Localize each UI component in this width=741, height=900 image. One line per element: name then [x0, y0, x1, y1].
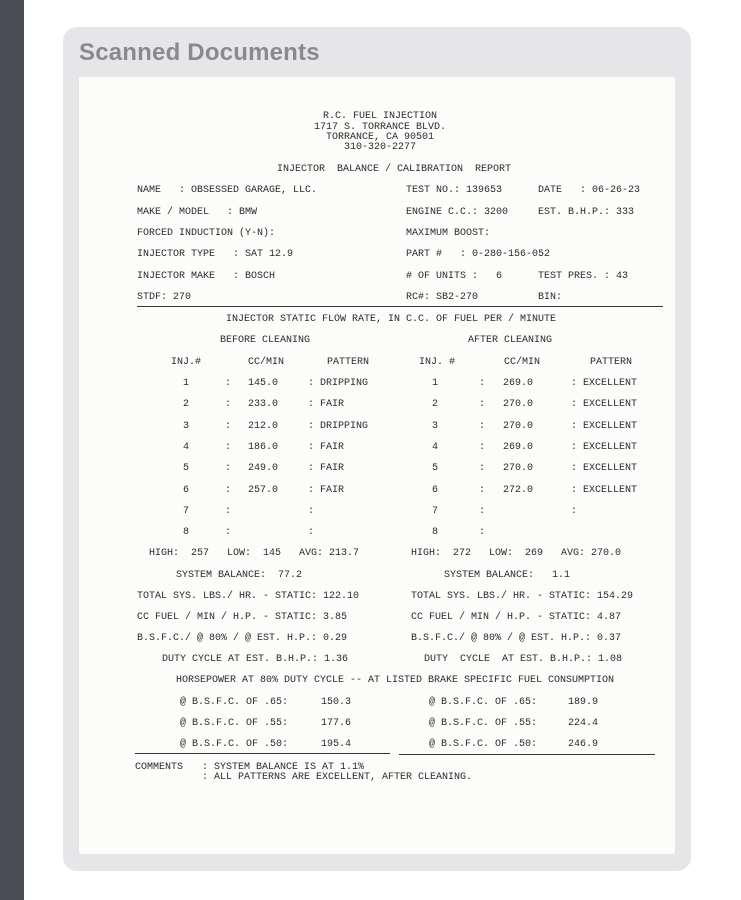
before-row-sep: : — [225, 485, 232, 496]
after-hp-value: 246.9 — [568, 739, 599, 750]
after-hp-label: @ B.S.F.C. OF .65: — [429, 697, 538, 708]
before-col-inj: INJ.# — [171, 357, 202, 368]
before-col-cc: CC/MIN — [248, 357, 285, 368]
report-title: INJECTOR BALANCE / CALIBRATION REPORT — [276, 164, 512, 175]
after-row-pattern: : EXCELLENT — [571, 421, 638, 432]
after-col-pattern: PATTERN — [590, 357, 633, 368]
before-row-inj: 6 — [183, 485, 190, 496]
after-row-inj: 6 — [432, 485, 439, 496]
before-row-inj: 1 — [183, 378, 190, 389]
before-row-sep: : — [225, 378, 232, 389]
company-street: 1717 S. TORRANCE BLVD. — [313, 122, 447, 133]
info-part-number: PART # : 0-280-156-052 — [406, 249, 551, 260]
after-row-sep: : — [479, 378, 486, 389]
after-row-pattern: : EXCELLENT — [571, 378, 638, 389]
scanned-documents-card — [63, 27, 691, 871]
before-duty-cycle: DUTY CYCLE AT EST. B.H.P.: 1.36 — [162, 654, 349, 665]
before-row-inj: 2 — [183, 399, 190, 410]
before-row-pattern: : FAIR — [308, 463, 345, 474]
before-cc-fuel: CC FUEL / MIN / H.P. - STATIC: 3.85 — [137, 612, 348, 623]
after-row-inj: 5 — [432, 463, 439, 474]
after-row-pattern: : EXCELLENT — [571, 485, 638, 496]
info-date: DATE : 06-26-23 — [538, 185, 641, 196]
after-row-inj: 4 — [432, 442, 439, 453]
before-row-sep: : — [225, 421, 232, 432]
header-divider — [137, 306, 663, 307]
after-duty-cycle: DUTY CYCLE AT EST. B.H.P.: 1.08 — [424, 654, 623, 665]
before-row-pattern: : FAIR — [308, 485, 345, 496]
after-row-sep: : — [479, 506, 486, 517]
after-row-pattern: : — [571, 506, 578, 517]
after-row-sep: : — [479, 485, 486, 496]
before-row-pattern: : FAIR — [308, 442, 345, 453]
before-hp-label: @ B.S.F.C. OF .65: — [180, 697, 289, 708]
after-row-inj: 2 — [432, 399, 439, 410]
info-name: NAME : OBSESSED GARAGE, LLC. — [137, 185, 318, 196]
info-bin: BIN: — [538, 292, 563, 303]
before-row-sep: : — [225, 527, 232, 538]
info-forced-induction: FORCED INDUCTION (Y-N): — [137, 228, 276, 239]
before-row-cc: 233.0 — [248, 399, 279, 410]
after-hp-label: @ B.S.F.C. OF .55: — [429, 718, 538, 729]
before-row-pattern: : FAIR — [308, 399, 345, 410]
info-max-boost: MAXIMUM BOOST: — [406, 228, 491, 239]
before-hp-underline — [135, 753, 390, 754]
after-row-sep: : — [479, 421, 486, 432]
after-row-inj: 3 — [432, 421, 439, 432]
info-test-no: TEST NO.: 139653 — [406, 185, 503, 196]
after-row-cc: 269.0 — [503, 442, 534, 453]
after-stats: HIGH: 272 LOW: 269 AVG: 270.0 — [411, 548, 622, 559]
info-engine-cc: ENGINE C.C.: 3200 — [406, 207, 509, 218]
company-phone: 310-320-2277 — [343, 142, 417, 153]
before-row-inj: 4 — [183, 442, 190, 453]
before-col-pattern: PATTERN — [327, 357, 370, 368]
before-hp-value: 195.4 — [321, 739, 352, 750]
after-row-pattern: : EXCELLENT — [571, 399, 638, 410]
after-row-pattern: : EXCELLENT — [571, 442, 638, 453]
before-row-sep: : — [225, 399, 232, 410]
after-row-sep: : — [479, 527, 486, 538]
scanned-document-page[interactable] — [79, 77, 675, 854]
after-row-sep: : — [479, 442, 486, 453]
left-sidebar-strip — [0, 0, 24, 900]
before-row-cc: 212.0 — [248, 421, 279, 432]
info-stdf: STDF: 270 — [137, 292, 192, 303]
after-row-sep: : — [479, 399, 486, 410]
before-bsfc: B.S.F.C./ @ 80% / @ EST. H.P.: 0.29 — [137, 633, 348, 644]
before-row-pattern: : — [308, 506, 315, 517]
comments-label: COMMENTS — [135, 762, 184, 773]
info-make-model: MAKE / MODEL : BMW — [137, 207, 258, 218]
before-row-pattern: : DRIPPING — [308, 421, 369, 432]
after-row-cc: 272.0 — [503, 485, 534, 496]
after-row-inj: 1 — [432, 378, 439, 389]
info-test-pressure: TEST PRES. : 43 — [538, 271, 629, 282]
before-row-cc: 257.0 — [248, 485, 279, 496]
before-row-pattern: : — [308, 527, 315, 538]
after-row-inj: 7 — [432, 506, 439, 517]
comment-line-2: : ALL PATTERNS ARE EXCELLENT, AFTER CLEANING. — [202, 772, 473, 783]
after-hp-value: 189.9 — [568, 697, 599, 708]
before-stats: HIGH: 257 LOW: 145 AVG: 213.7 — [149, 548, 360, 559]
after-bsfc: B.S.F.C./ @ 80% / @ EST. H.P.: 0.37 — [411, 633, 622, 644]
after-col-cc: CC/MIN — [504, 357, 541, 368]
after-row-cc: 270.0 — [503, 421, 534, 432]
horsepower-title: HORSEPOWER AT 80% DUTY CYCLE -- AT LISTED BRAKE SPECIFIC FUEL CONSUMPTION — [175, 675, 615, 686]
before-cleaning-title: BEFORE CLEANING — [219, 335, 311, 346]
flow-section-title: INJECTOR STATIC FLOW RATE, IN C.C. OF FUEL PER / MINUTE — [225, 314, 557, 325]
after-row-pattern: : EXCELLENT — [571, 463, 638, 474]
after-row-cc: 269.0 — [503, 378, 534, 389]
before-total-lbs: TOTAL SYS. LBS./ HR. - STATIC: 122.10 — [137, 591, 360, 602]
after-hp-underline — [399, 754, 655, 755]
before-row-inj: 3 — [183, 421, 190, 432]
after-row-cc: 270.0 — [503, 463, 534, 474]
company-name: R.C. FUEL INJECTION — [322, 111, 438, 122]
before-row-inj: 5 — [183, 463, 190, 474]
info-injector-make: INJECTOR MAKE : BOSCH — [137, 271, 276, 282]
after-col-inj: INJ. # — [419, 357, 456, 368]
before-row-pattern: : DRIPPING — [308, 378, 369, 389]
after-total-lbs: TOTAL SYS. LBS./ HR. - STATIC: 154.29 — [411, 591, 634, 602]
after-row-sep: : — [479, 463, 486, 474]
after-hp-label: @ B.S.F.C. OF .50: — [429, 739, 538, 750]
info-rc-number: RC#: SB2-270 — [406, 292, 479, 303]
info-units: # OF UNITS : 6 — [406, 271, 503, 282]
before-row-sep: : — [225, 463, 232, 474]
after-system-balance: SYSTEM BALANCE: 1.1 — [444, 570, 571, 581]
before-row-inj: 7 — [183, 506, 190, 517]
after-cc-fuel: CC FUEL / MIN / H.P. - STATIC: 4.87 — [411, 612, 622, 623]
before-row-cc: 145.0 — [248, 378, 279, 389]
before-system-balance: SYSTEM BALANCE: 77.2 — [176, 570, 303, 581]
before-hp-label: @ B.S.F.C. OF .50: — [180, 739, 289, 750]
before-row-sep: : — [225, 506, 232, 517]
comment-line-1: : SYSTEM BALANCE IS AT 1.1% — [202, 762, 365, 773]
info-est-bhp: EST. B.H.P.: 333 — [538, 207, 635, 218]
info-injector-type: INJECTOR TYPE : SAT 12.9 — [137, 249, 294, 260]
after-row-inj: 8 — [432, 527, 439, 538]
company-city: TORRANCE, CA 90501 — [325, 132, 435, 143]
before-row-inj: 8 — [183, 527, 190, 538]
before-hp-value: 150.3 — [321, 697, 352, 708]
after-hp-value: 224.4 — [568, 718, 599, 729]
before-row-sep: : — [225, 442, 232, 453]
before-row-cc: 249.0 — [248, 463, 279, 474]
after-row-cc: 270.0 — [503, 399, 534, 410]
before-hp-label: @ B.S.F.C. OF .55: — [180, 718, 289, 729]
before-row-cc: 186.0 — [248, 442, 279, 453]
card-title: Scanned Documents — [79, 39, 320, 66]
before-hp-value: 177.6 — [321, 718, 352, 729]
after-cleaning-title: AFTER CLEANING — [467, 335, 553, 346]
